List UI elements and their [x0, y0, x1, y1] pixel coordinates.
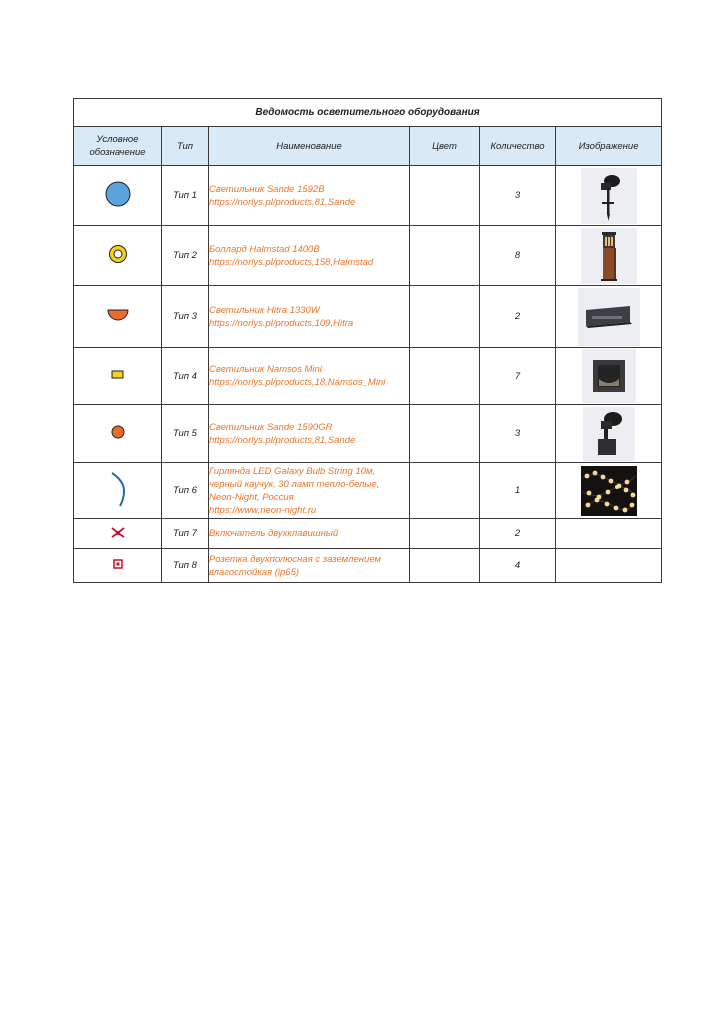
name-cell: [209, 519, 410, 549]
name-text: Гирлянда LED Galaxy Bulb String 10м,: [209, 465, 376, 477]
type-cell: Тип 1: [162, 166, 209, 226]
string-lights-icon: [581, 466, 637, 516]
quantity-cell: 2: [480, 519, 556, 549]
yellow-ring-symbol-icon: [106, 242, 130, 266]
header-color: Цвет: [410, 127, 480, 166]
color-cell: [410, 286, 480, 348]
header-name: Наименование: [209, 127, 410, 166]
blue-circle-symbol-icon: [103, 179, 133, 209]
type-cell: Тип 6: [162, 463, 209, 519]
wall-light-icon: [578, 288, 640, 346]
bollard-lamp-icon: [581, 228, 637, 284]
yellow-rectangle-symbol-icon: [110, 369, 126, 381]
type-cell: Тип 3: [162, 286, 209, 348]
step-light-icon: [582, 349, 636, 403]
table-row: [74, 166, 662, 226]
quantity-cell: 8: [480, 226, 556, 286]
type-cell: Тип 4: [162, 348, 209, 405]
name-cell: [209, 463, 410, 519]
table-row: [74, 405, 662, 463]
quantity-cell: 1: [480, 463, 556, 519]
color-cell: [410, 463, 480, 519]
name-text: Светильник Sande 1590GR: [209, 421, 333, 433]
table-row: [74, 463, 662, 519]
table-row: [74, 549, 662, 583]
color-cell: [410, 348, 480, 405]
color-cell: [410, 166, 480, 226]
spotlight-on-spike-icon: [581, 168, 637, 224]
orange-half-circle-symbol-icon: [105, 307, 131, 323]
name-cell: [209, 166, 410, 226]
product-link[interactable]: https://www.neon-night.ru: [209, 504, 317, 516]
name-text: Светильник Hitra 1330W: [209, 304, 320, 316]
color-cell: [410, 226, 480, 286]
name-cell: [209, 405, 410, 463]
name-cell: [209, 286, 410, 348]
spotlight-on-base-icon: [583, 407, 635, 461]
blue-curve-symbol-icon: [106, 469, 130, 509]
type-cell: Тип 5: [162, 405, 209, 463]
table-title: Ведомость осветительного оборудования: [74, 99, 662, 127]
quantity-cell: 3: [480, 166, 556, 226]
name-cell: [209, 348, 410, 405]
quantity-cell: 3: [480, 405, 556, 463]
header-quantity: Количество: [480, 127, 556, 166]
image-cell-empty: [556, 549, 662, 583]
quantity-cell: 4: [480, 549, 556, 583]
name-cell: [209, 549, 410, 583]
product-link[interactable]: https://norlys.pl/products,81,Sande: [209, 434, 356, 446]
lighting-equipment-table: [73, 98, 662, 583]
product-link[interactable]: https://norlys.pl/products,81,Sande: [209, 196, 356, 208]
type-cell: Тип 7: [162, 519, 209, 549]
type-cell: Тип 8: [162, 549, 209, 583]
name-text: Neon-Night, Россия: [209, 491, 294, 503]
orange-circle-symbol-icon: [109, 423, 127, 441]
quantity-cell: 7: [480, 348, 556, 405]
quantity-cell: 2: [480, 286, 556, 348]
header-image: Изображение: [556, 127, 662, 166]
name-text: Светильник Sande 1592B: [209, 183, 325, 195]
table-row: [74, 286, 662, 348]
header-symbol: Условное обозначение: [74, 127, 162, 166]
image-cell-empty: [556, 519, 662, 549]
name-text: Розетка двухполюсная с заземлением: [209, 553, 382, 565]
table-row: [74, 519, 662, 549]
type-cell: Тип 2: [162, 226, 209, 286]
product-link[interactable]: https://norlys.pl/products,18,Namsos_Mini: [209, 377, 386, 388]
product-link[interactable]: https://norlys.pl/products,158,Halmstad: [209, 256, 374, 268]
name-text: Светильник Namsos Mini: [209, 364, 322, 375]
product-link[interactable]: https://norlys.pl/products,109,Hitra: [209, 317, 354, 329]
color-cell: [410, 549, 480, 583]
table-row: [74, 226, 662, 286]
name-text: влагостойкая (ip65): [209, 566, 300, 578]
double-switch-symbol-icon: [109, 526, 127, 538]
header-type: Тип: [162, 127, 209, 166]
table-row: [74, 348, 662, 405]
name-text: Включатель двухклавишный: [209, 528, 339, 539]
socket-symbol-icon: [112, 558, 124, 570]
name-cell: [209, 226, 410, 286]
name-text: черный каучук, 30 ламп тепло-белые,: [209, 478, 380, 490]
name-text: Боллард Halmstad 1400B: [209, 243, 320, 255]
color-cell: [410, 519, 480, 549]
color-cell: [410, 405, 480, 463]
